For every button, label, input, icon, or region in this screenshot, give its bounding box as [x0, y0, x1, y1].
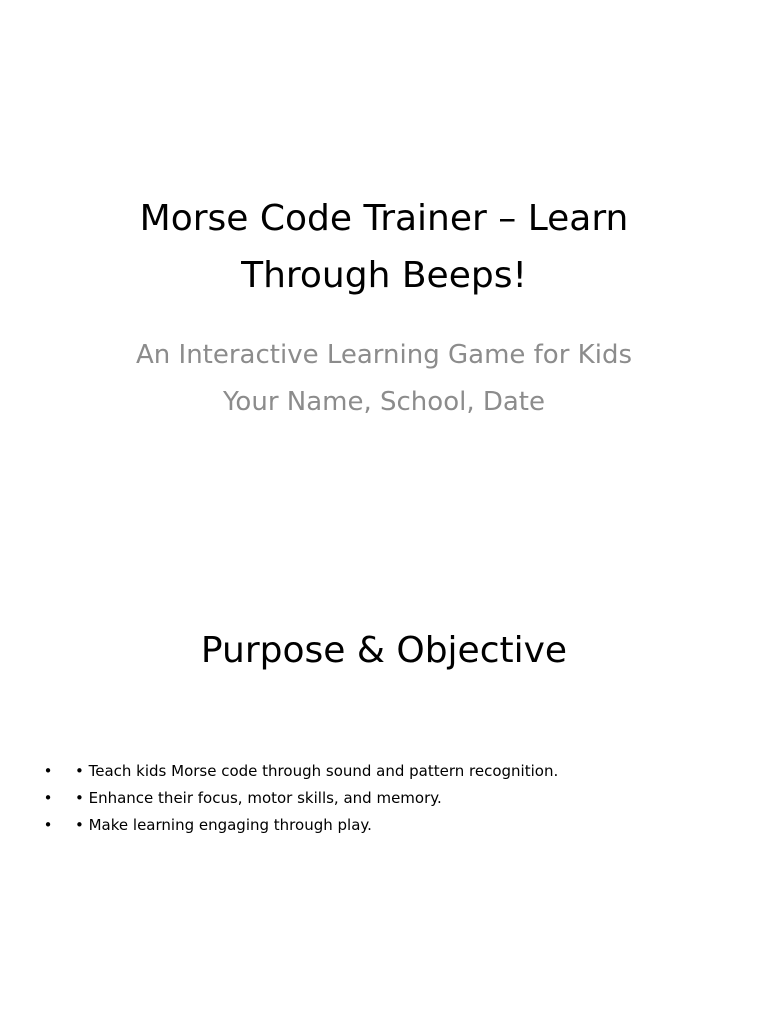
list-item	[42, 758, 742, 785]
list-item	[42, 812, 742, 839]
bullet-marker: •	[43, 816, 53, 834]
subtitle-line-author: Your Name, School, Date	[223, 387, 545, 417]
list-item	[42, 785, 742, 812]
slide-subtitle	[60, 332, 708, 426]
bullet-list	[42, 758, 742, 839]
slide-title: Morse Code Trainer – Learn Through Beeps!	[139, 198, 629, 296]
subtitle-line-tagline: An Interactive Learning Game for Kids	[136, 340, 632, 370]
objective-slide	[0, 512, 768, 1024]
bullet-text: • Teach kids Morse code through sound and pattern recognition.	[75, 762, 559, 780]
bullet-text: • Enhance their focus, motor skills, and memory.	[75, 789, 442, 807]
slide-heading: Purpose & Objective	[200, 630, 568, 671]
bullet-marker: •	[43, 762, 53, 780]
bullet-text: • Make learning engaging through play.	[75, 816, 372, 834]
bullet-marker: •	[43, 789, 53, 807]
